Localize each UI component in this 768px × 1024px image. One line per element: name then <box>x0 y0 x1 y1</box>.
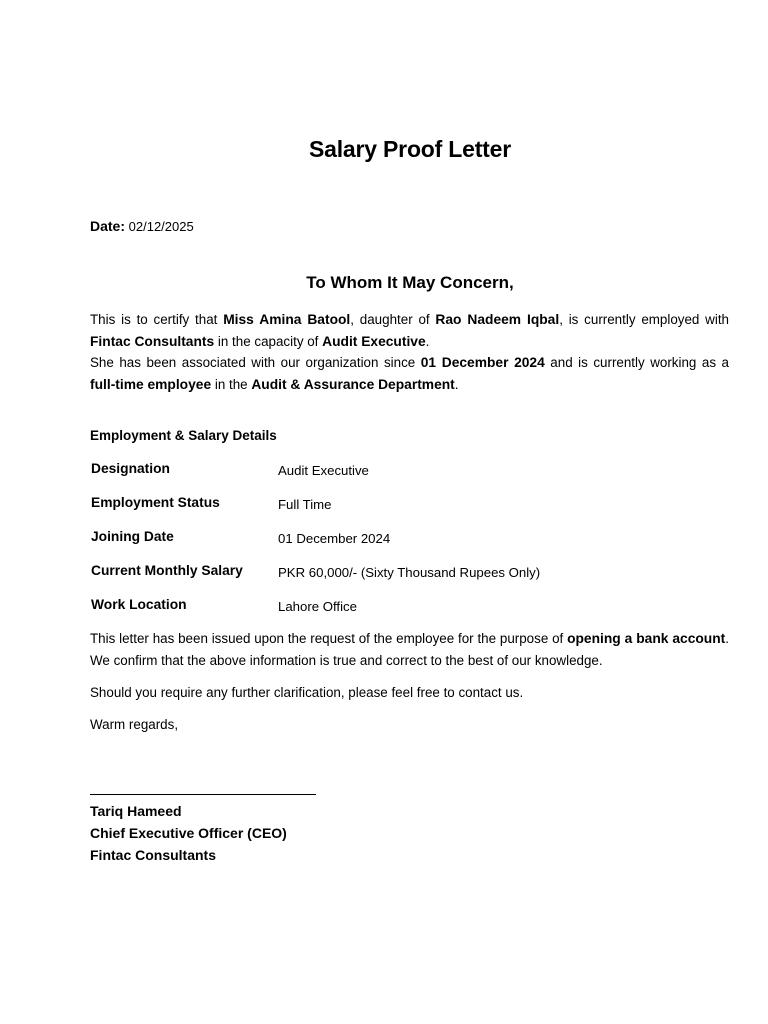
details-row <box>90 591 729 625</box>
department-name: Audit & Assurance Department <box>251 376 455 392</box>
company-name: Fintac Consultants <box>90 333 215 349</box>
details-row <box>90 523 729 557</box>
employment-type: full-time employee <box>90 376 212 392</box>
signer-company: Fintac Consultants <box>90 847 217 863</box>
closing-line: Warm regards, <box>90 717 179 732</box>
details-label: Joining Date <box>91 529 174 544</box>
details-value: Lahore Office <box>278 599 357 614</box>
details-row <box>90 489 729 523</box>
intro-text: This is to certify that <box>90 312 224 327</box>
details-row <box>90 455 729 489</box>
intro-text: , daughter of <box>350 312 436 327</box>
signature-line <box>90 794 316 795</box>
intro-text: . <box>425 333 430 349</box>
clarification-paragraph: Should you require any further clarification, please feel free to contact us. <box>90 685 524 700</box>
signer-title: Chief Executive Officer (CEO) <box>90 825 287 841</box>
purpose-text: . We confirm that the above information is true and correct to the best of our knowledge. <box>90 631 729 668</box>
letter-date <box>90 218 194 234</box>
intro-text: in the <box>211 376 252 392</box>
salutation: To Whom It May Concern, <box>306 273 514 292</box>
intro-text: in the capacity of <box>214 333 323 349</box>
intro-paragraph <box>90 309 729 395</box>
purpose-text: This letter has been issued upon the request of the employee for the purpose of <box>90 631 568 646</box>
letter-purpose: opening a bank account <box>567 631 726 646</box>
details-value: PKR 60,000/- (Sixty Thousand Rupees Only) <box>278 565 541 580</box>
details-value: Audit Executive <box>278 463 369 478</box>
intro-text: She has been associated with our organization since <box>90 355 421 370</box>
details-table <box>90 455 729 625</box>
details-heading: Employment & Salary Details <box>90 428 277 443</box>
details-label: Work Location <box>91 597 187 612</box>
father-name: Rao Nadeem Iqbal <box>435 312 560 327</box>
date-value: 02/12/2025 <box>128 219 194 234</box>
details-label: Current Monthly Salary <box>91 563 243 578</box>
purpose-paragraph <box>90 628 729 671</box>
joining-date-inline: 01 December 2024 <box>420 355 545 370</box>
signer-block <box>90 800 287 866</box>
details-label: Employment Status <box>91 495 220 510</box>
details-row <box>90 557 729 591</box>
letter-title: Salary Proof Letter <box>309 136 511 162</box>
details-label: Designation <box>91 461 170 476</box>
signer-name: Tariq Hameed <box>90 803 182 819</box>
date-label: Date: <box>90 218 126 234</box>
employee-name: Miss Amina Batool <box>223 312 351 327</box>
intro-text: and is currently working as a <box>544 355 729 370</box>
intro-text: , is currently employed with <box>559 312 729 327</box>
intro-text: . <box>454 376 459 392</box>
details-value: Full Time <box>278 497 332 512</box>
employee-position: Audit Executive <box>322 333 426 349</box>
details-value: 01 December 2024 <box>278 531 391 546</box>
